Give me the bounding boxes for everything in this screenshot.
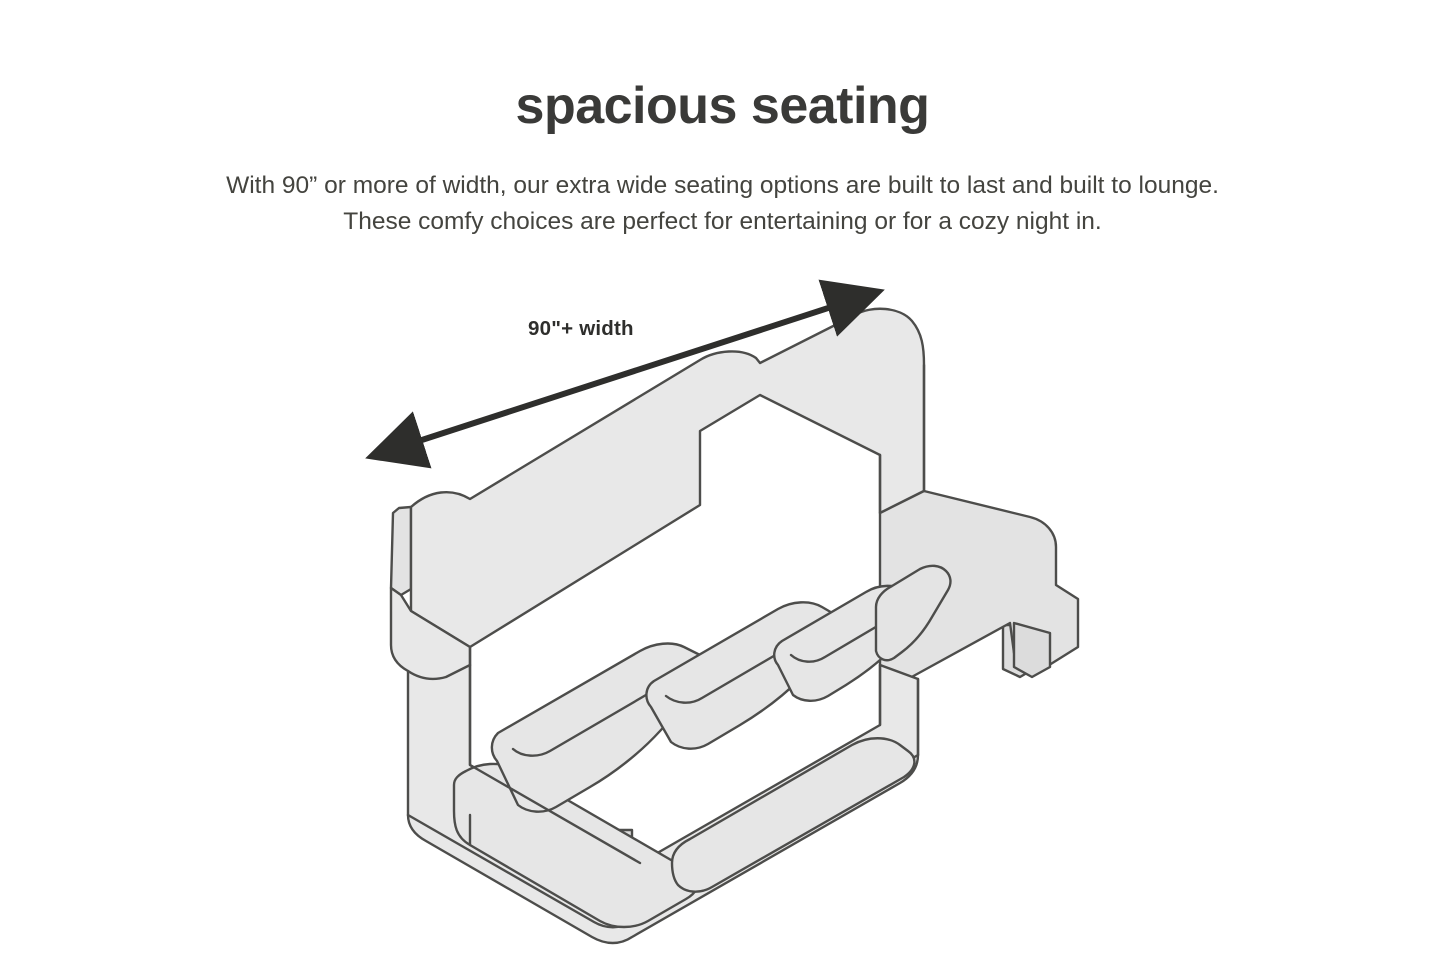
subtitle-line-2: These comfy choices are perfect for entertaining or for a cozy night in.	[343, 207, 1102, 235]
sofa-body	[150, 309, 1078, 943]
page-title: spacious seating	[515, 77, 930, 135]
leg-right	[1014, 623, 1050, 677]
arm-flap-left	[391, 507, 411, 595]
subtitle-line-1: With 90” or more of width, our extra wide seating options are built to last and built to lounge.	[226, 172, 1219, 199]
sofa-diagram	[0, 255, 1445, 955]
sofa-line-drawing-svg	[0, 255, 1445, 955]
page-subtitle	[0, 168, 1445, 239]
dimension-label: 90"+ width	[528, 317, 634, 340]
